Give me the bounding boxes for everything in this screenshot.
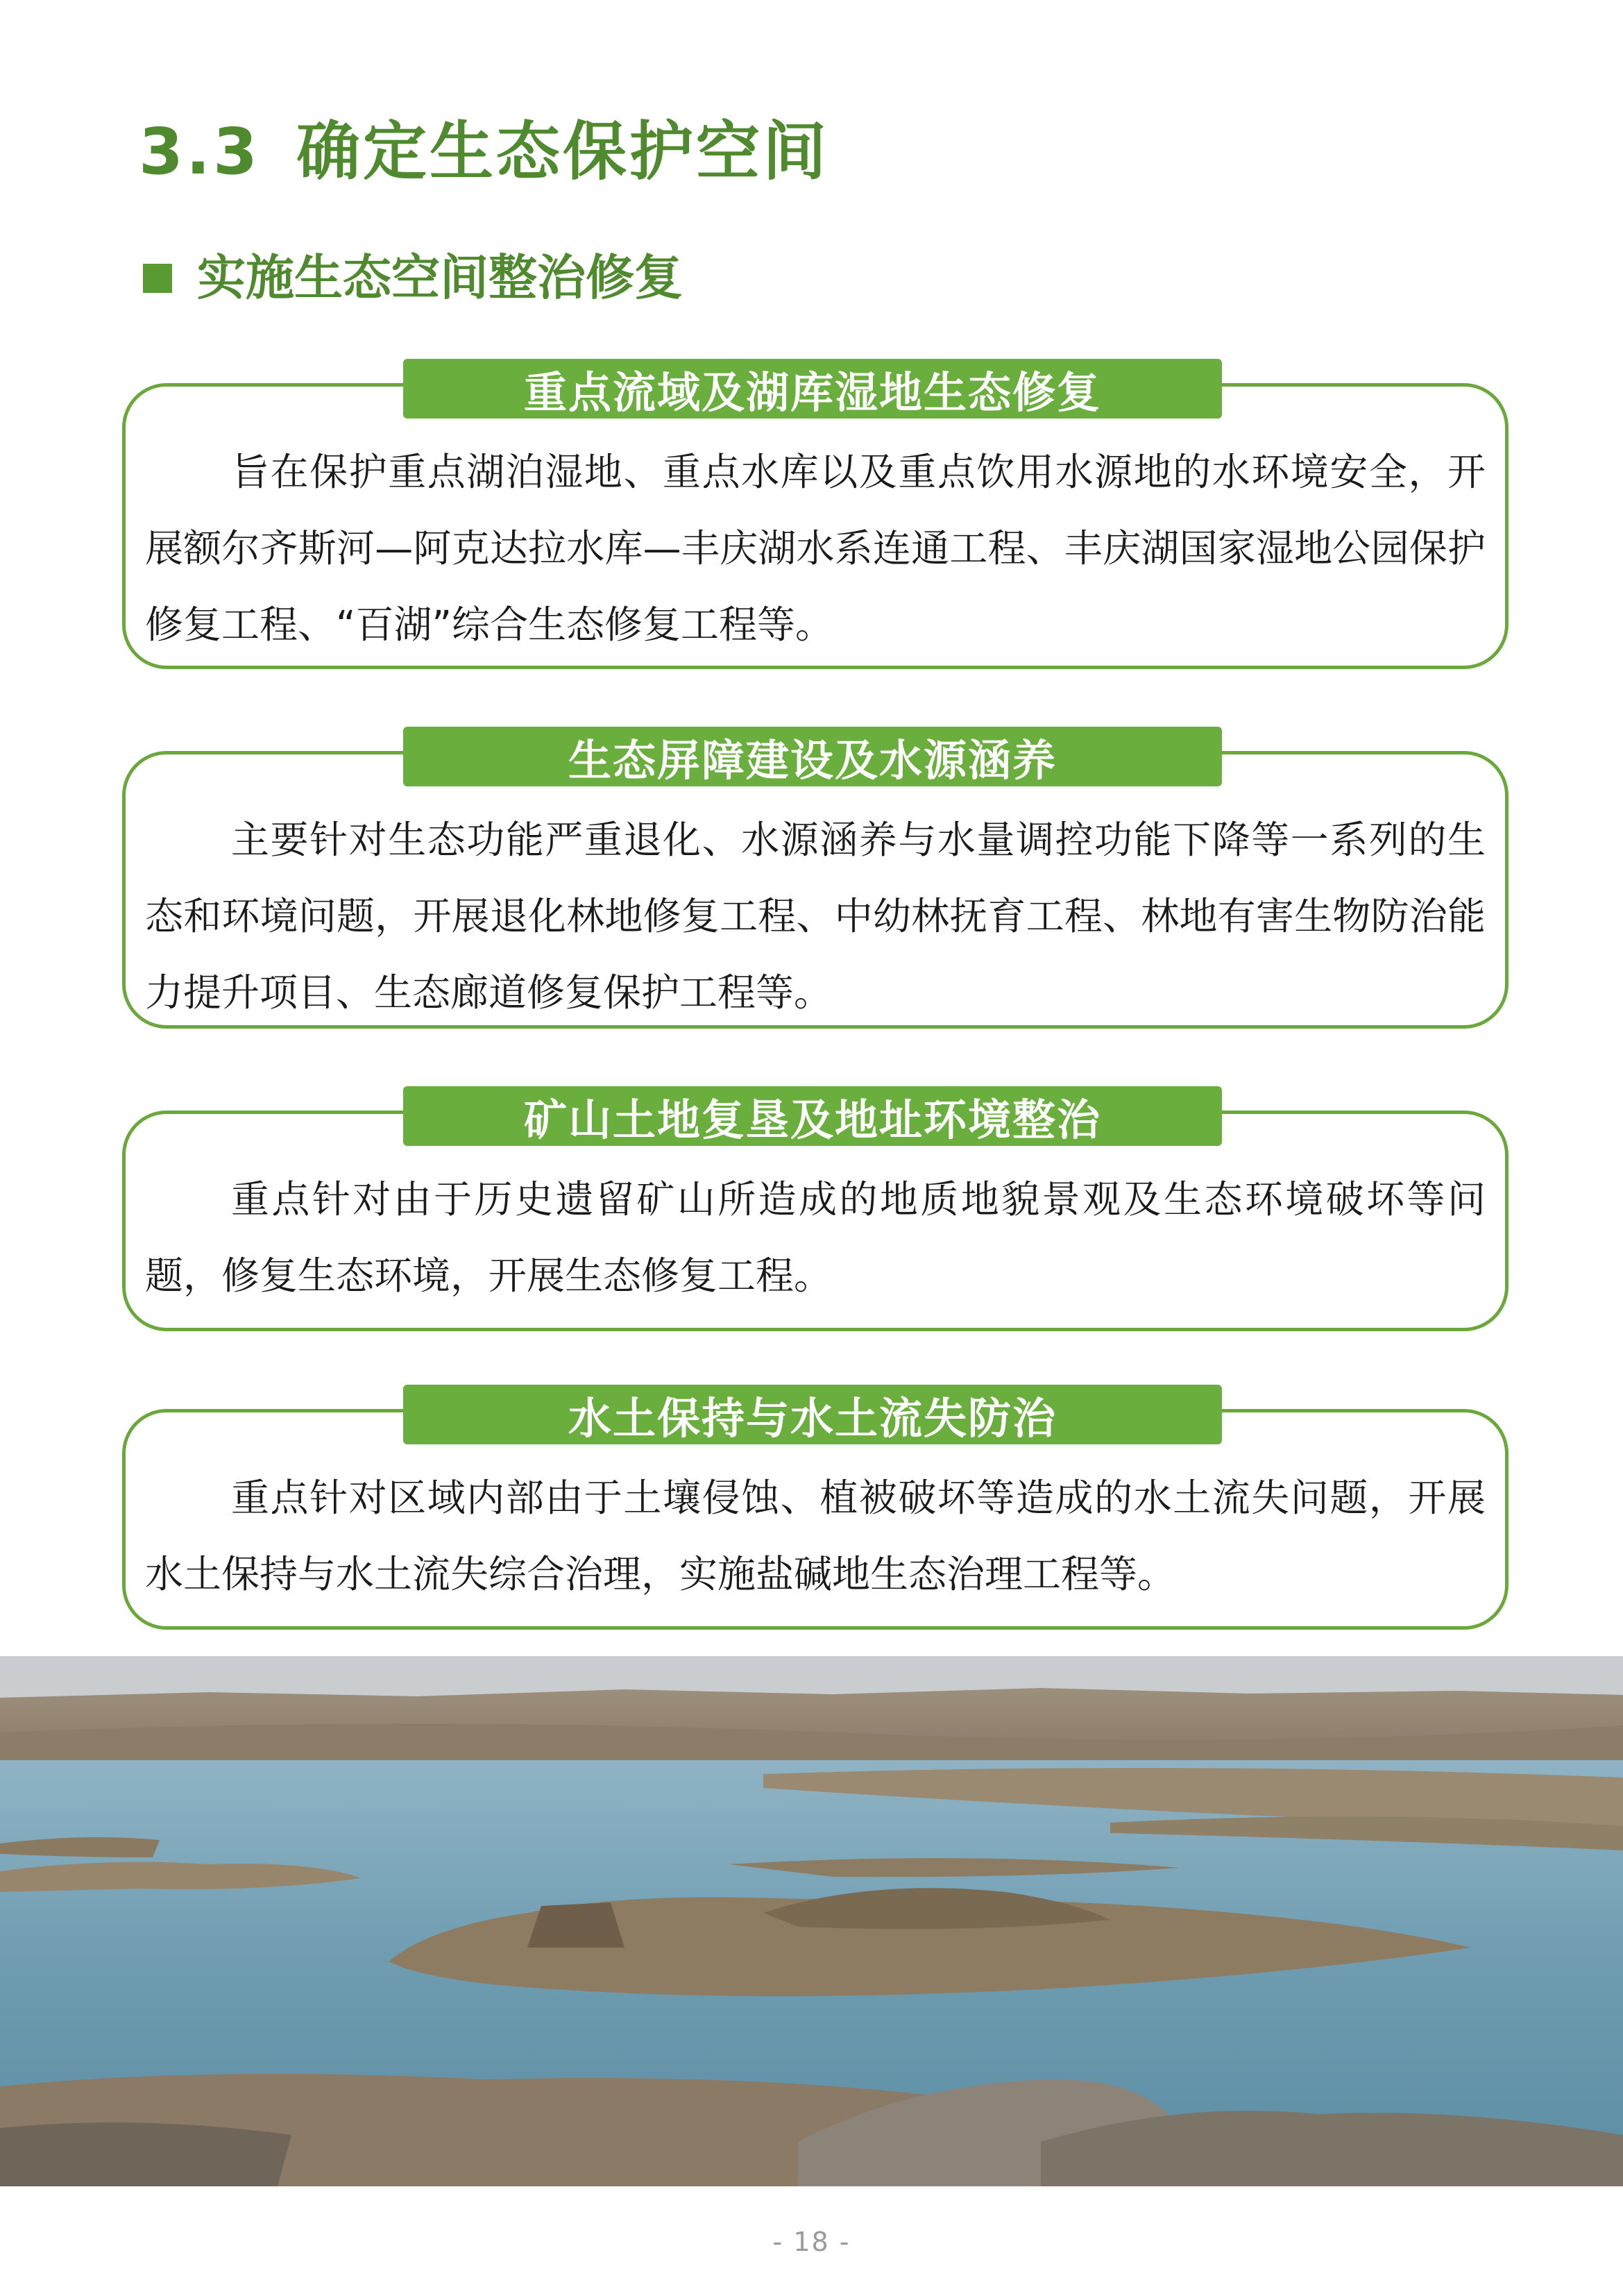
lake-landscape-photo [0,1656,1623,2186]
card-mine-reclamation [122,1094,1509,1331]
card-title: 水土保持与水土流失防治 [403,1385,1222,1444]
card-body: 旨在保护重点湖泊湿地、重点水库以及重点饮用水源地的水环境安全，开展额尔齐斯河—阿克达拉水库—丰庆湖水系连通工程、丰庆湖国家湿地公园保护修复工程、“百湖”综合生态修复工程等。 [145,450,1486,647]
card-body: 重点针对由于历史遗留矿山所造成的地质地貌景观及生态环境破坏等问题，修复生态环境，开展生态修复工程。 [145,1177,1486,1298]
lake-landscape-illustration [0,1656,1623,2186]
section-number: 3.3 [139,115,260,189]
section-heading-text: 实施生态空间整治修复 [197,249,683,306]
section-heading [143,251,683,305]
page-title [139,117,829,187]
card-body: 主要针对生态功能严重退化、水源涵养与水量调控功能下降等一系列的生态和环境问题，开展退化林地修复工程、中幼林抚育工程、林地有害生物防治能力提升项目、生态廊道修复保护工程等。 [145,818,1486,1015]
page-number: - 18 - [772,2227,851,2257]
card-body: 重点针对区域内部由于土壤侵蚀、植被破坏等造成的水土流失问题，开展水土保持与水土流失综合治理，实施盐碱地生态治理工程等。 [145,1476,1486,1596]
title-text: 确定生态保护空间 [296,115,829,189]
card-ecological-barrier [122,734,1509,1029]
card-title: 矿山土地复垦及地址环境整治 [403,1086,1222,1146]
card-soil-conservation [122,1392,1509,1630]
card-wetland-restoration [122,366,1509,669]
square-bullet-icon [143,264,172,293]
card-title: 生态屏障建设及水源涵养 [403,727,1222,786]
card-title: 重点流域及湖库湿地生态修复 [403,359,1222,419]
